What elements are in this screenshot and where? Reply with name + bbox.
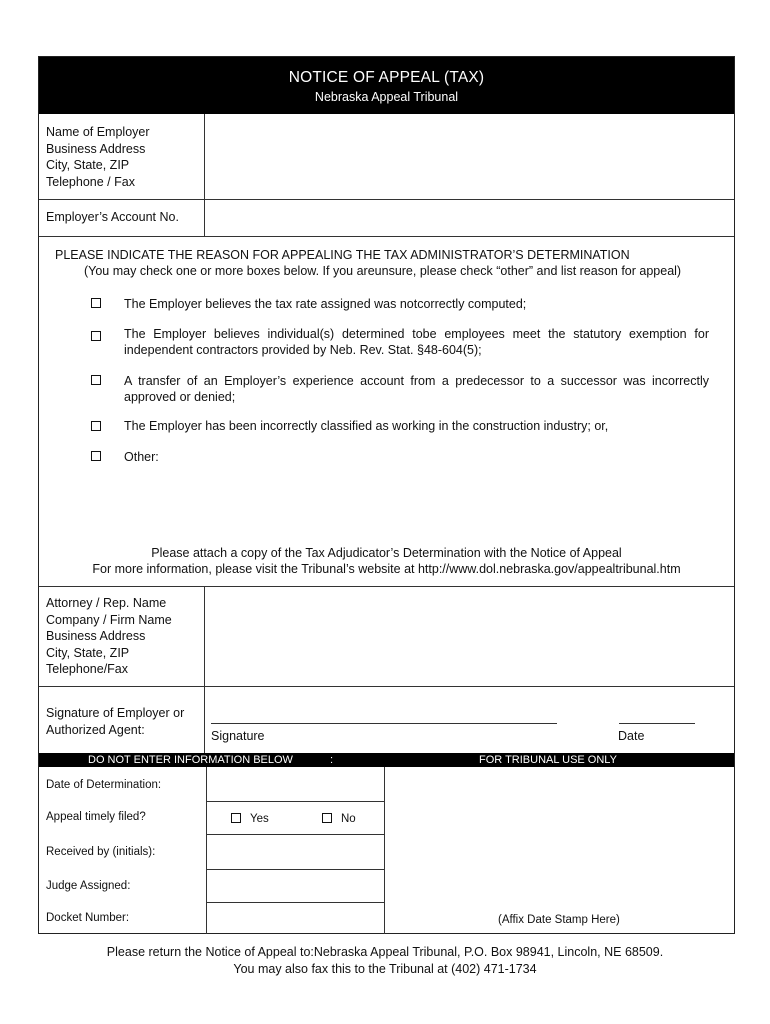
bar-colon: :: [330, 754, 334, 766]
reason-checkbox-contractors[interactable]: [91, 331, 101, 341]
signature-line[interactable]: [211, 723, 557, 724]
business-address-label: Business Address: [46, 141, 146, 156]
attorney-city-label: City, State, ZIP: [46, 645, 130, 660]
date-stamp-note: (Affix Date Stamp Here): [498, 914, 620, 926]
reason-checkbox-rate[interactable]: [91, 298, 101, 308]
reason-checkbox-transfer[interactable]: [91, 375, 101, 385]
yes-checkbox[interactable]: [231, 813, 241, 823]
reason-option-other: Other:: [124, 450, 159, 464]
date-caption: Date: [618, 729, 645, 743]
employer-labels: [46, 124, 150, 190]
attorney-info-field[interactable]: [205, 587, 734, 686]
docket-number-label: Docket Number:: [46, 912, 130, 924]
form-title: NOTICE OF APPEAL (TAX): [288, 69, 485, 86]
divider: [39, 686, 734, 687]
signature-label-line: Signature of Employer or: [46, 706, 185, 720]
account-number-field[interactable]: [205, 200, 734, 235]
reason-option-transfer: [124, 373, 709, 405]
reason-option-rate: The Employer believes the tax rate assigned was notcorrectly computed;: [124, 297, 527, 311]
reason-checkbox-construction[interactable]: [91, 421, 101, 431]
determination-date-field[interactable]: [207, 768, 384, 801]
reason-option-contractors: [124, 326, 709, 358]
form-header: [39, 57, 734, 114]
employer-name-label: Name of Employer: [46, 125, 150, 139]
info-note: For more information, please visit the Tribunal’s website at http://www.dol.nebraska.gov/appealtribunal.htm: [92, 562, 681, 576]
option-line: approved or denied;: [124, 390, 236, 404]
firm-name-label: Company / Firm Name: [46, 612, 172, 627]
reason-instruction: (You may check one or more boxes below. If you areunsure, please check “other” and list reason for appeal): [84, 264, 682, 278]
judge-assigned-label: Judge Assigned:: [46, 880, 131, 892]
docket-number-field[interactable]: [207, 903, 384, 934]
row-line: [207, 801, 384, 802]
city-state-zip-label: City, State, ZIP: [46, 158, 130, 172]
signature-caption: Signature: [211, 729, 265, 743]
reason-heading: PLEASE INDICATE THE REASON FOR APPEALING THE TAX ADMINISTRATOR’S DETERMINATION: [55, 248, 630, 262]
judge-assigned-field[interactable]: [207, 870, 384, 902]
no-label: No: [341, 813, 356, 825]
tribunal-bar: [39, 753, 734, 767]
signature-label-line: Authorized Agent:: [46, 722, 145, 737]
appeal-timely-label: Appeal timely filed?: [46, 811, 146, 823]
date-line[interactable]: [619, 723, 695, 724]
attorney-phone-label: Telephone/Fax: [46, 662, 129, 676]
account-number-label: Employer’s Account No.: [46, 210, 179, 224]
yes-label: Yes: [250, 813, 269, 825]
reason-option-construction: The Employer has been incorrectly classified as working in the construction industry; or,: [124, 419, 609, 433]
reason-checkbox-other[interactable]: [91, 451, 101, 461]
option-line: independent contractors provided by Neb. Rev. Stat. §48-604(5);: [124, 343, 482, 357]
attorney-name-label: Attorney / Rep. Name: [46, 596, 167, 610]
appeal-form: [38, 56, 735, 934]
bar-right-text: FOR TRIBUNAL USE ONLY: [479, 754, 617, 766]
determination-date-label: Date of Determination:: [46, 779, 162, 791]
received-by-label: Received by (initials):: [46, 846, 156, 858]
no-checkbox[interactable]: [322, 813, 332, 823]
attorney-address-label: Business Address: [46, 629, 146, 643]
received-by-field[interactable]: [207, 835, 384, 869]
attach-note: Please attach a copy of the Tax Adjudicator’s Determination with the Notice of Appeal: [151, 546, 622, 560]
option-line: A transfer of an Employer’s experience account from a predecessor to a successor was incorrectly: [124, 374, 709, 388]
telephone-fax-label: Telephone / Fax: [46, 174, 135, 189]
attorney-labels: [46, 595, 172, 678]
other-reason-field[interactable]: [169, 449, 709, 539]
divider: [39, 236, 734, 237]
footer-fax: You may also fax this to the Tribunal at (402) 471-1734: [233, 962, 537, 976]
signature-label: [46, 705, 184, 738]
tribunal-divider: [384, 767, 385, 934]
bar-left-text: DO NOT ENTER INFORMATION BELOW: [88, 754, 293, 766]
form-subtitle: Nebraska Appeal Tribunal: [314, 90, 459, 104]
option-line: The Employer believes individual(s) determined tobe employees meet the statutory exemption for: [124, 327, 709, 341]
footer-return-address: Please return the Notice of Appeal to:Nebraska Appeal Tribunal, P.O. Box 98941, Lincoln, NE 68509.: [106, 945, 664, 959]
employer-info-field[interactable]: [205, 115, 734, 199]
